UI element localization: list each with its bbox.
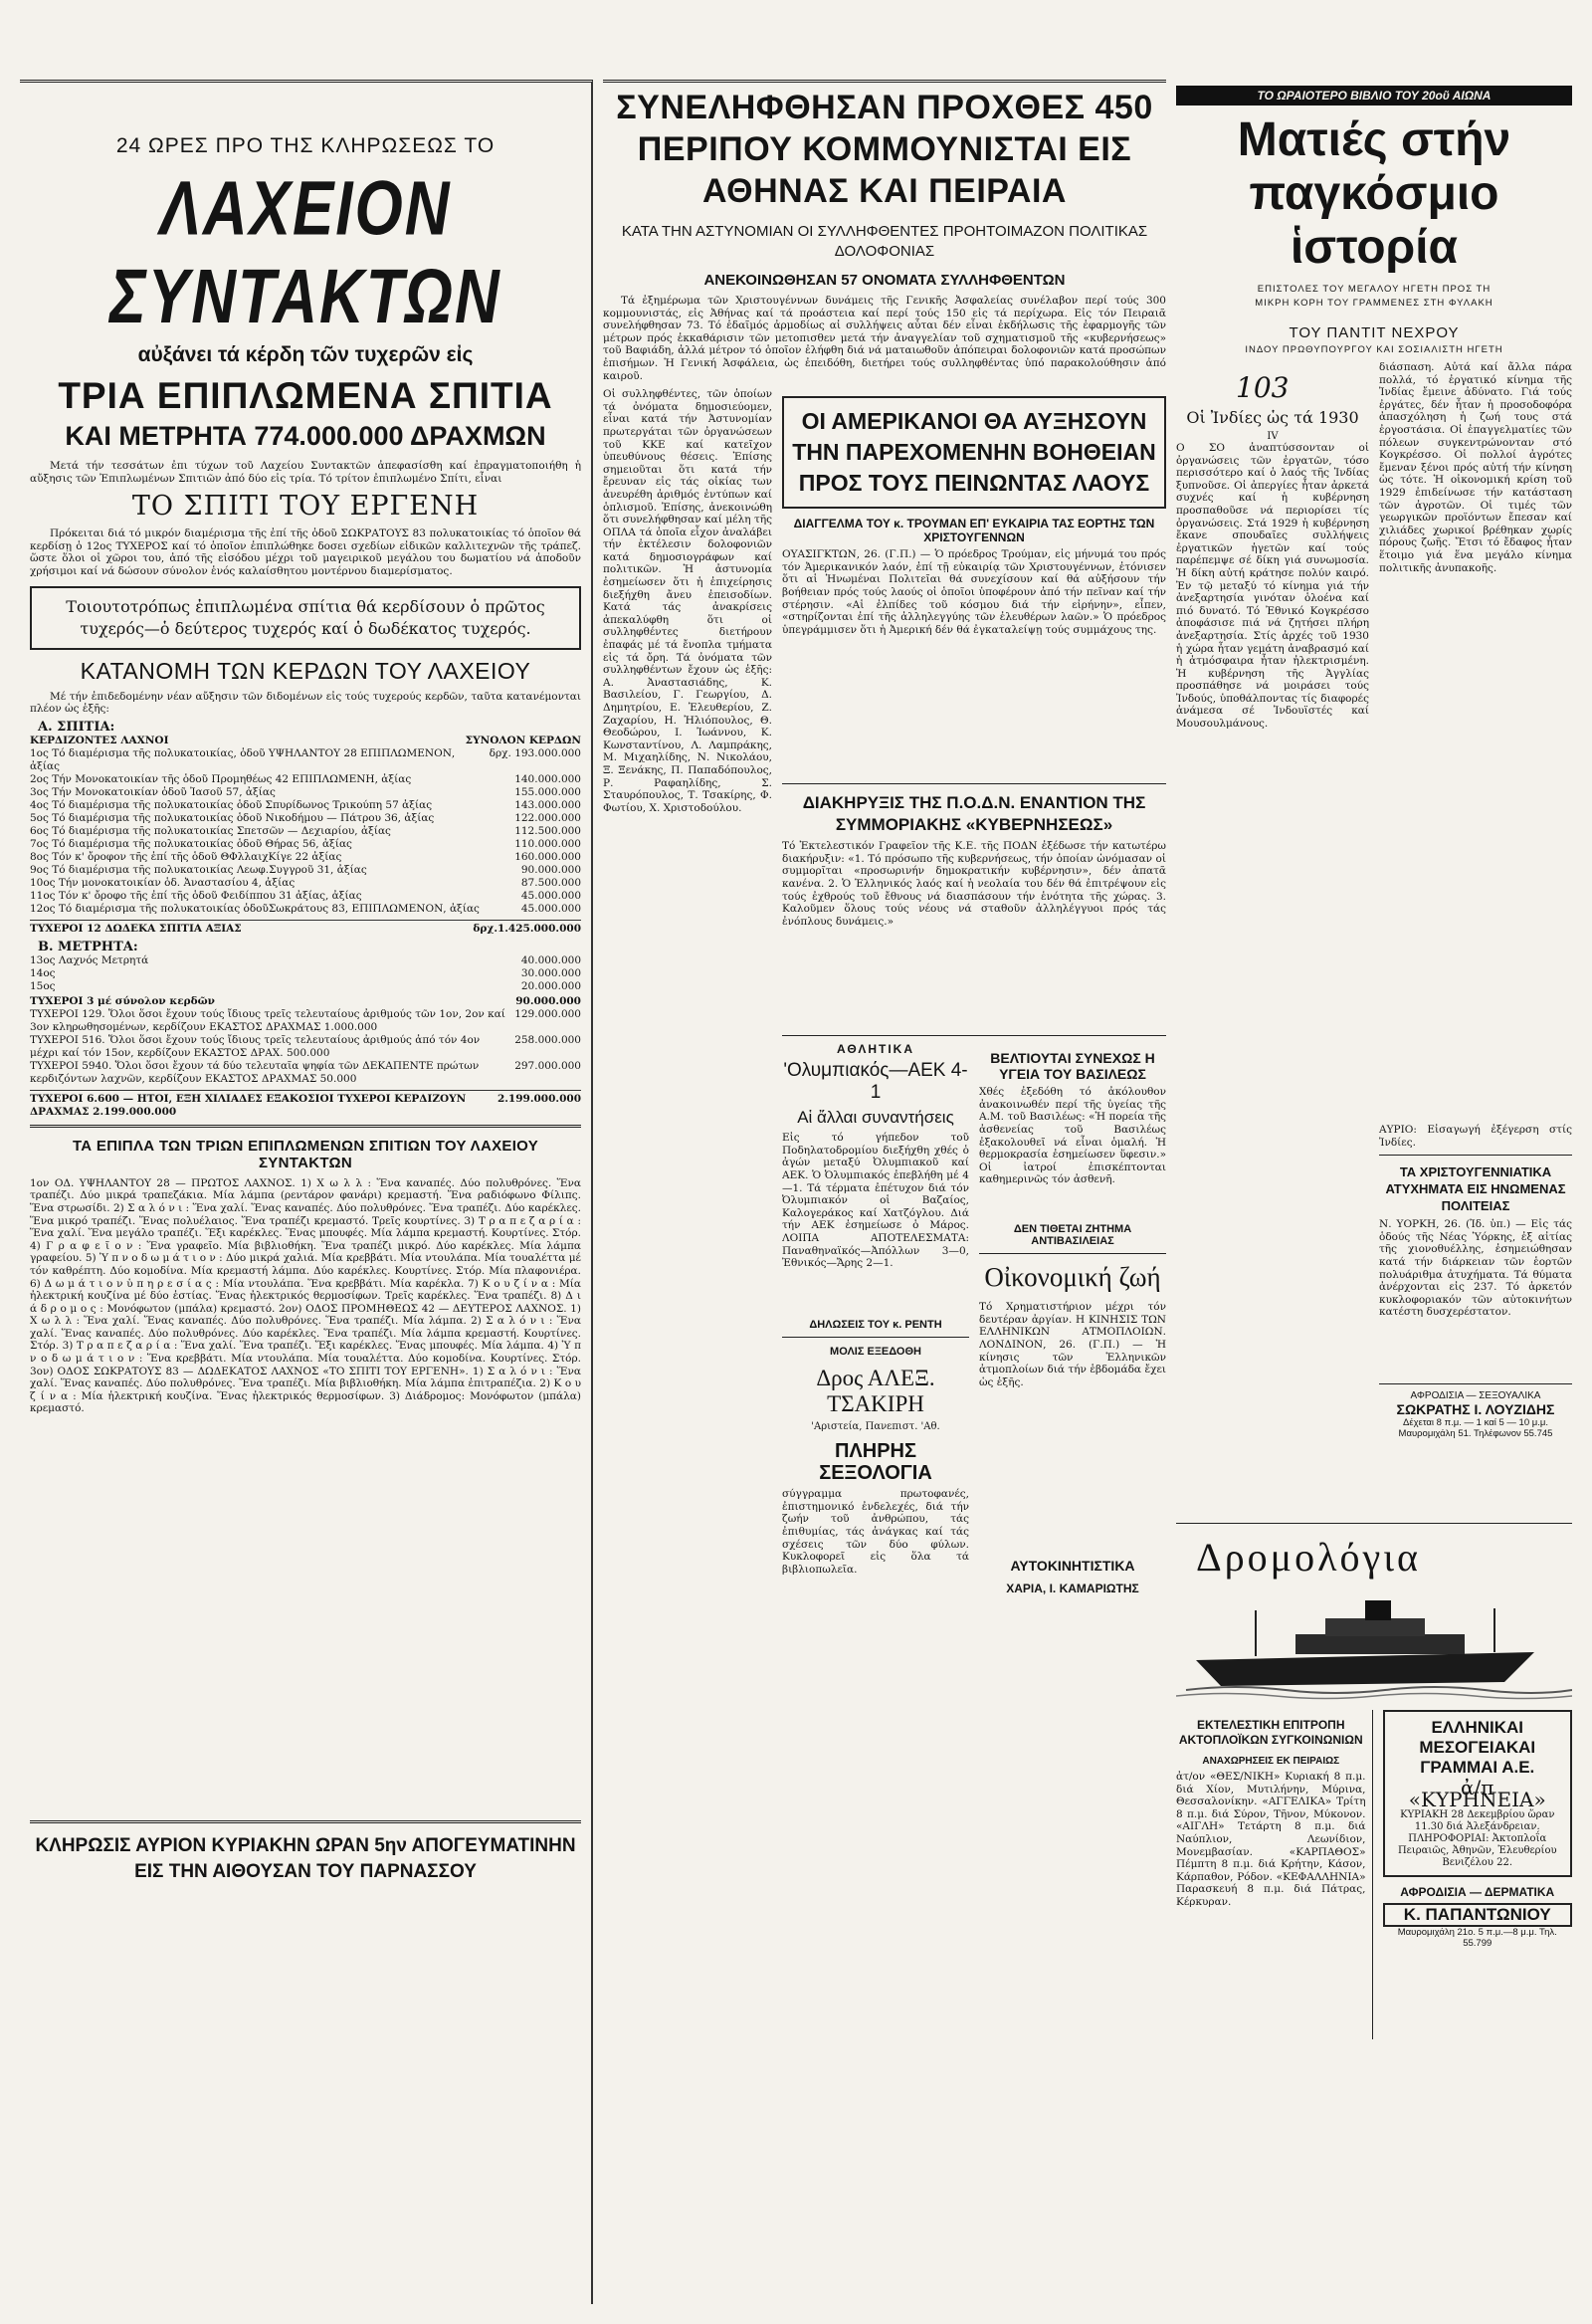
- communists-names-text: Οἱ συλληφθέντες, τῶν ὁποίων τά ὀνόματα δημοσιεύομεν, εἶναι κατά τήν Ἀστυνομίαν πρωτεργάται τῶν ὀργανώσεων τοῦ ΚΚΕ καί κατεῖχον ὑπευθύνους θέσεις. Ἐπίσης σημειοῦται ὅτι κατά τήν ἔρευναν εἰς τάς οἰκίας των ἀνευρέθη ἀριθμός ἐντύπων καί ὁπλισμοῦ. Ἐπίσης, ἀνεκοινώθη ὅτι συνελήφθησαν καί μέλη τῆς ΟΠΛΑ τά ὁποῖα εἶχον ἀναλάβει τήν ἐκτέλεσιν δολοφονιῶν κατά δημοσιογράφων καί πολιτικῶν. Ἡ ἀστυνομία ἐσημείωσεν ὅτι ἡ ἐπιχείρησις διεξήχθη ἄνευ ἐπεισοδίων. Κατά τάς ἀνακρίσεις ἀπεκαλύφθη ὅτι οἱ συλληφθέντες διετήρουν ἐπαφάς μέ τά ἔνοπλα τμήματα εἰς τά ὄρη. Τά ὀνόματα τῶν συλληφθέντων ἔχουν ὡς ἑξῆς: Α. Ἀναστασιάδης, Κ. Βασιλείου, Γ. Γεωργίου, Δ. Δημητρίου, Ε. Ἐλευθερίου, Ζ. Ζαχαρίου, Η. Ἠλιόπουλος, Θ. Θεοδώρου, Ι. Ἰωάννου, Κ. Κωνσταντίνου, Λ. Λαμπράκης, Μ. Μιχαηλίδης, Ν. Νικολάου, Ξ. Ξενάκης, Π. Παπαδόπουλος, Ρ. Ραφαηλίδης, Σ. Σταυρόπουλος, Τ. Τσακίρης, Φ. Φωτίου, Χ. Χριστοδούλου.: [603, 388, 772, 814]
- prize-row: [30, 825, 581, 838]
- podn-declaration-headline: ΔΙΑΚΗΡΥΞΙΣ ΤΗΣ Π.Ο.Δ.Ν. ΕΝΑΝΤΙΟΝ ΤΗΣ ΣΥΜΜΟΡΙΑΚΗΣ «ΚΥΒΕΡΝΗΣΕΩΣ»: [802, 793, 1146, 835]
- papantoniou-ad-name: Κ. ΠΑΠΑΝΤΩΝΙΟΥ: [1383, 1903, 1573, 1927]
- prize-row-label: 7ος Τό διαμέρισμα τῆς πολυκατοικίας ὁδοῦ Θήρας 56, ἀξίας: [30, 837, 352, 850]
- sexology-book-text: σύγγραμμα πρωτοφανές, ἐπιστημονικό ἐνδελεχές, διά τήν ζωήν τοῦ ἀνθρώπου, τάς ἐπιθυμίας, τάς ἀνάγκας καί τάς σχέσεις τῶν δύο φύλων. Κυκλοφορεῖ εἰς ὅλα τά βιβλιοπωλεῖα.: [782, 1488, 969, 1576]
- section-houses-label: Α. ΣΠΙΤΙΑ:: [38, 719, 115, 735]
- book-meta-line-1: ΕΠΙΣΤΟΛΕΣ ΤΟΥ ΜΕΓΑΛΟΥ ΗΓΕΤΗ ΠΡΟΣ ΤΗ: [1257, 284, 1492, 295]
- book-author: ΤΟΥ ΠΑΝΤΙΤ ΝΕΧΡΟΥ: [1289, 324, 1460, 341]
- group-row: [30, 1008, 581, 1034]
- rentis-statements-headline: ΔΗΛΩΣΕΙΣ ΤΟΥ κ. ΡΕΝΤΗ: [809, 1319, 942, 1332]
- sokratis-ad-name: ΣΩΚΡΑΤΗΣ Ι. ΛΟΥΖΙΔΗΣ: [1396, 1401, 1555, 1418]
- mediterranean-lines-ad: [1383, 1710, 1573, 1877]
- charia-ad: ΧΑΡΙΑ, Ι. ΚΑΜΑΡΙΩΤΗΣ: [1006, 1582, 1139, 1596]
- prize-row-value: 112.500.000: [514, 824, 581, 837]
- prize-row: [30, 773, 581, 786]
- news-column: [603, 80, 1166, 2304]
- prize-row-label: 8ος Τόν κ' ὄροφον τῆς ἐπί τῆς ὁδοῦ ΘΦλλαιχΚίγε 22 ἀξίας: [30, 850, 342, 863]
- houses-total-row: [30, 920, 581, 936]
- sports-section-tag: ΑΘΛΗΤΙΚΑ: [836, 1042, 915, 1057]
- prize-row-label: 2ος Τήν Μονοκατοικίαν τῆς ὁδοῦ Προμηθέως 42 ΕΠΙΠΛΩΜΕΝΗ, ἀξίας: [30, 772, 412, 785]
- tomorrow-note: ΑΥΡΙΟ: Εἰσαγωγή ἐξέγερση στίς Ἰνδίες.: [1379, 1124, 1572, 1149]
- papantoniou-ad-details: Μαυρομιχάλη 21ο. 5 π.μ.—8 μ.μ. Τηλ. 55.799: [1397, 1927, 1557, 1949]
- cash-row: [30, 980, 581, 993]
- coastal-committee-headline: ΕΚΤΕΛΕΣΤΙΚΗ ΕΠΙΤΡΟΠΗ ΑΚΤΟΠΛΟΪΚΩΝ ΣΥΓΚΟΙΝΩΝΙΩΝ: [1178, 1718, 1363, 1747]
- prize-row-label: 12ος Τό διαμέρισμα τῆς πολυκατοικίας ὁδοῦΣωκράτους 83, ΕΠΙΠΛΩΜΕΝΟΝ, ἀξίας: [30, 902, 480, 915]
- grand-total-value: 2.199.000.000: [497, 1092, 581, 1105]
- distribution-intro: Μέ τήν ἐπιδεδομένην νέαν αὔξησιν τῶν διδομένων εἰς τούς τυχερούς κερδῶν, ταῦτα κατανέμονται πλέον ὡς ἑξῆς:: [30, 690, 581, 716]
- xmas-accidents-text: Ν. ΥΟΡΚΗ, 26. (Ἰδ. ὑπ.) — Εἰς τάς ὁδούς τῆς Νέας Ὑόρκης, ἐξ αἰτίας τῆς χιονοθυέλλης, ἐσημειώθησαν κατά τήν διάρκειαν τῶν ἑορτῶν πολυάριθμα ἀτυχήματα. Τά θύματα ἀνέρχονται εἰς 237. Τό ἀρκετόν κυκλοφοριακόν τῶν αὐτοκινήτων κατέστη δυσχερέστατον.: [1379, 1218, 1572, 1319]
- prize-row: [30, 877, 581, 890]
- houses-total-label: ΤΥΧΕΡΟΙ 12 ΔΩΔΕΚΑ ΣΠΙΤΙΑ ΑΞΙΑΣ: [30, 922, 242, 935]
- group-row: [30, 1060, 581, 1086]
- group-list: [30, 1008, 581, 1086]
- mediterranean-lines-title: ΕΛΛΗΝΙΚΑΙ ΜΕΣΟΓΕΙΑΚΑΙ ΓΡΑΜΜΑΙ Α.Ε.: [1419, 1718, 1536, 1777]
- lottery-increases-line: αὐξάνει τά κέρδη τῶν τυχερῶν εἰς: [137, 343, 474, 366]
- just-published-label: ΜΟΛΙΣ ΕΞΕΔΟΘΗ: [830, 1346, 921, 1359]
- chapter-title: Οἱ Ἰνδίες ὡς τά 1930: [1186, 408, 1359, 427]
- americans-aid-headline: ΟΙ ΑΜΕΡΙΚΑΝΟΙ ΘΑ ΑΥΞΗΣΟΥΝ ΤΗΝ ΠΑΡΕΧΟΜΕΝΗΝ ΒΟΗΘΕΙΑΝ ΠΡΟΣ ΤΟΥΣ ΠΕΙΝΩΝΤΑΣ ΛΑΟΥΣ: [782, 396, 1166, 509]
- grand-total-label: ΤΥΧΕΡΟΙ 6.600 — ΗΤΟΙ, ΕΞΗ ΧΙΛΙΑΔΕΣ ΕΞΑΚΟΣΙΟΙ ΤΥΧΕΡΟΙ ΚΕΡΔΙΖΟΥΝ ΔΡΑΧΜΑΣ 2.199.000.000: [30, 1092, 467, 1118]
- lottery-column: [20, 80, 593, 2304]
- prize-row: [30, 903, 581, 916]
- prize-row: [30, 851, 581, 864]
- houses-total-value: δρχ.1.425.000.000: [473, 922, 581, 935]
- cash-row-value: 20.000.000: [520, 979, 581, 992]
- cash-row: [30, 954, 581, 967]
- sokratis-ad-details: Δέχεται 8 π.μ. — 1 καί 5 — 10 μ.μ. Μαυρομιχάλη 51. Τηλέφωνον 55.745: [1398, 1417, 1553, 1440]
- lottery-hours-headline: 24 ΩΡΕΣ ΠΡΟ ΤΗΣ ΚΛΗΡΩΣΕΩΣ ΤΟ: [115, 134, 496, 157]
- chapter-number: IV: [1267, 431, 1279, 442]
- book-title-line-1: Ματιές στήν: [1237, 113, 1511, 166]
- prize-row-value: δρχ. 193.000.000: [489, 746, 581, 759]
- group-row: [30, 1034, 581, 1060]
- cash-row-value: 30.000.000: [520, 966, 581, 979]
- prize-row-value: 140.000.000: [514, 772, 581, 785]
- group-row-label: ΤΥΧΕΡΟΙ 516. Ὅλοι ὅσοι ἔχουν τούς ἴδιους τρεῖς τελευταίους ἀριθμούς ἀπό τόν 4ον μέχρι καί τόν 15ον, κερδίζουν ΕΚΑΣΤΟΣ ΔΡΑΧ. 500.000: [30, 1033, 481, 1059]
- cash-row: [30, 967, 581, 980]
- cash-total-row: [30, 995, 581, 1008]
- prize-row-label: 9ος Τό διαμέρισμα τῆς πολυκατοικίας Λεωφ.Συγγροῦ 31, ἀξίας: [30, 863, 367, 876]
- history-column: [1176, 80, 1572, 2304]
- dr-tsakiris-sub: 'Αριστεία, Πανεπιστ. 'Αθ.: [811, 1421, 940, 1433]
- prize-header-left: ΚΕΡΔΙΖΟΝΤΕΣ ΛΑΧΝΟΙ: [30, 734, 169, 746]
- economic-life-headline: Οἰκονομική ζωή: [984, 1262, 1161, 1293]
- xmas-accidents-headline: ΤΑ ΧΡΙΣΤΟΥΓΕΝΝΙΑΤΙΚΑ ΑΤΥΧΗΜΑΤΑ ΕΙΣ ΗΝΩΜΕΝΑΣ ΠΟΛΙΤΕΙΑΣ: [1385, 1164, 1566, 1214]
- furniture-text: 1ον ΟΔ. ΥΨΗΛΑΝΤΟΥ 28 — ΠΡΩΤΟΣ ΛΑΧΝΟΣ. 1) Χ ω λ λ : Ἕνα καναπές. Δύο πολυθρόνες. Ἕνα τραπέζι. Δύο μικρά τραπεζάκια. Μία λάμπα (ρεντάρον φανάρι) κρεμαστή. Ἕνα ραδιόφωνο Φίλιπς. Ἕνα στρωσίδι. 2) Σ α λ ό ν ι : Ἕνα χαλί. Ἕνας καναπές. Δύο πολυθρόνες. Ἕνα τραπέζι. Δύο καρέκλες. Ἕνα μικρό τραπέζι. Ἕνας πολυέλαιος. Ἕνα τραπέζι κρεμαστό. Τρεῖς κουρτίνες. 3) Τ ρ α π ε ζ α ρ ί α : Ἕνα χαλί. Ἕνα μεγάλο τραπέζι. Ἕξι καρέκλες. Ἕνας μπουφές. Μία λάμπα κρεμαστή. Κουρτίνες. Στόρ. 4) Γ ρ α φ ε ῖ ο ν : Ἕνα γραφεῖο. Μία βιβλιοθήκη. Ἕνα τραπέζι μικρό. Δύο καρέκλες. Μία λάμπα γραφείου. 5) Ὑ π ν ο δ ω μ ά τ ι ο ν : Δύο μικρά χαλιά. Μία κρεββάτι. Μία ντουλάπα. Μία τουαλέττα μέ τόν καθρέπτη. Δύο κομοδίνα. Μία κρεμαστή λάμπα. Δύο καρέκλες. Κουρτίνες. Στόρ. Μία πλαφονιέρα. 6) Δ ω μ ά τ ι ο ν ὑ π η ρ ε σ ί α ς : Μία ντουλάπα. Ἕνα κρεββάτι. Μία καρέκλα. 7) Κ ο υ ζ ί ν α : Μία ἠλεκτρική κουζίνα μέ δύο ἑστίας. Ἕνας ἠλεκτρικός θερμοσίφων. Τρεῖς καρέκλες. Ἕνα τραπέζι. 8) Δ ι ά δ ρ ο μ ο ς : Μονόφωτον (μπάλα) κρεμαστό. 2ον) ΟΔΟΣ ΠΡΟΜΗΘΕΩΣ 42 — ΔΕΥΤΕΡΟΣ ΛΑΧΝΟΣ. 1) Χ ω λ λ : Ἕνα χαλί. Ἕνας καναπές. Δύο πολυθρόνες. Ἕνα τραπέζι. Μία λάμπα. 2) Σ α λ ό ν ι : Ἕνα χαλί. Ἕνας καναπές. Δύο πολυθρόνες. Δύο καρέκλες. Ἕνα τραπέζι. Μία λάμπα κρεμαστή. Κουρτίνες. Στόρ. 3) Τ ρ α π ε ζ α ρ ί α : Ἕνα χαλί. Ἕνα τραπέζι. Ἕξι καρέκλες. Ἕνας μπουφές. Μία λάμπα. 4) Ὑ π ν ο δ ω μ ά τ ι ο ν : Ἕνα κρεββάτι. Μία ντουλάπα. Μία τουαλέττα. Δύο κομοδίνα. Κουρτίνες. Στόρ. 3ον) ΟΔΟΣ ΣΩΚΡΑΤΟΥΣ 83 — ΔΩΔΕΚΑΤΟΣ ΛΑΧΝΟΣ «ΤΟ ΣΠΙΤΙ ΤΟΥ ΕΡΓΕΝΗ». 1) Σ α λ ό ν ι : Ἕνα χαλί. Ἕνας καναπές. Δύο πολυθρόνες. Ἕνα τραπέζι. Μία βιβλιοθήκη. Μία λάμπα ἐπιτραπέζια. 2) Κ ο υ ζ ί ν α : Μία ἠλεκτρική κουζίνα. Ἕνας ἠλεκτρικός θερμοσίφων. 3) Διάδρομος: Μονόφωτον (μπάλα) κρεμαστό.: [30, 1176, 581, 1415]
- furniture-headline: ΤΑ ΕΠΙΠΛΑ ΤΩΝ ΤΡΙΩΝ ΕΠΙΠΛΩΜΕΝΩΝ ΣΠΙΤΙΩΝ ΤΟΥ ΛΑΧΕΙΟΥ ΣΥΝΤΑΚΤΩΝ: [72, 1137, 539, 1171]
- cash-row-label: 14ος: [30, 966, 56, 979]
- prize-header-right: ΣΥΝΟΛΟΝ ΚΕΡΔΩΝ: [465, 734, 581, 746]
- draw-announcement-headline: ΚΛΗΡΩΣΙΣ ΑΥΡΙΟΝ ΚΥΡΙΑΚΗΝ ΩΡΑΝ 5ην ΑΠΟΓΕΥΜΑΤΙΝΗΝ ΕΙΣ ΤΗΝ ΑΙΘΟΥΣΑΝ ΤΟΥ ΠΑΡΝΑΣΣΟΥ: [35, 1834, 576, 1882]
- group-row-label: ΤΥΧΕΡΟΙ 5940. Ὅλοι ὅσοι ἔχουν τά δύο τελευταῖα ψηφία τῶν ΔΕΚΑΠΕΝΤΕ πρώτων κερδιζόντων λαχνῶν, κερδίζουν ΕΚΑΣΤΟΣ ΔΡΑΧΜΑΣ 50.000: [30, 1059, 480, 1085]
- truman-message-subhead: ΔΙΑΓΓΕΛΜΑ ΤΟΥ κ. ΤΡΟΥΜΑΝ ΕΠ' ΕΥΚΑΙΡΙΑ ΤΑΣ ΕΟΡΤΗΣ ΤΩΝ ΧΡΙΣΤΟΥΓΕΝΝΩΝ: [793, 517, 1155, 545]
- prize-row-value: 45.000.000: [520, 889, 581, 902]
- communists-lead-text: Τά ἐξημέρωμα τῶν Χριστουγέννων δυνάμεις τῆς Γενικῆς Ἀσφαλείας συνέλαβον περί τούς 300 κομμουνιστάς, εἰς Ἀθήνας καί τά προάστεια καί περί τούς 150 εἰς τά περίχωρα. Εἰς τόν Πειραιᾶ συνελήφθησαν 73. Τό ἐδαῖμός ἀρμοδίως αἱ συλλήψεις αὗται δέν εἶναι ἐκδήλωσις τῆς ἐφαρμογῆς τῶν μέτρων πρός ἐκκαθάρισιν τῶν μετοπισθεν μετά τήν ἀναγγελίαν τοῦ σχηματισμοῦ τῆς «κυβερνήσεως» τοῦ Βαφιάδη, ἀλλά μέτρον τό ὁποῖον ἐλήφθη διά νά ματαιωθοῦν ἀπόπειραι δολοφονιῶν κατά προσώπων ἐπισήμων. Ἡ Γενική Ἀσφάλεια, ὡς ἐπειδόθη, διετήρει τούς συλληφθέντας ὑπό παρακολούθησιν ἀπό καιροῦ.: [603, 295, 1166, 382]
- prize-row: [30, 838, 581, 851]
- prize-table-header: [30, 735, 581, 747]
- ship-illustration: [1176, 1590, 1572, 1700]
- book-title-line-3: ἱστορία: [1290, 221, 1459, 274]
- podn-declaration-text: Τό Ἐκτελεστικόν Γραφεῖον τῆς Κ.Ε. τῆς ΠΟΔΝ ἐξέδωσε τήν κατωτέρω διακήρυξιν: «1. Τό πρόσωπο τῆς κυβερνήσεως, τήν ὁποίαν ὠνόμασαν οἱ συμμορῖται «προσωρινήν δημοκρατικήν κυβέρνησιν», δέν ἀπατᾶ κανένα. 2. Ὁ Ἑλληνικός λαός καί ἡ νεολαία του δέν θά ἐπιτρέψουν εἰς τούς ἐχθρούς τοῦ ἔθνους νά διασπάσουν τήν ἑνότητα τῆς χώρας. 3. Καλοῦμεν ὅλους τούς νέους νά σταθοῦν ἀλληλέγγυοι πρός τάς ἐνόπλους δυνάμεις.»: [782, 840, 1166, 928]
- bachelor-house-text: Πρόκειται διά τό μικρόν διαμέρισμα τῆς ἐπί τῆς ὁδοῦ ΣΩΚΡΑΤΟΥΣ 83 πολυκατοικίας τό ὁποῖον θά κερδίσῃ ὁ 12ος ΤΥΧΕΡΟΣ καί τό ὁποῖον ἐπιπλώθηκε δοσει σχεδίων εἰδικῶν καλλιτεχνῶν τῆς τράπεζ. ὥστε ὅλοι οἱ χῶροι του, ἀπό τῆς εἰσόδου μέχρι τοῦ μαγειρικοῦ μεγάλου του δωματίου νά ἀποδοῦν χρήσιμοι καί νά δώσουν σύνολον ἑνός καλαίσθητου μοντέρνου διαμερίσματος.: [30, 528, 581, 577]
- prize-row-value: 90.000.000: [520, 863, 581, 876]
- grand-total-row: [30, 1090, 581, 1119]
- communists-arrest-headline: ΣΥΝΕΛΗΦΘΗΣΑΝ ΠΡΟΧΘΕΣ 450 ΠΕΡΙΠΟΥ ΚΟΜΜΟΥΝΙΣΤΑΙ ΕΙΣ ΑΘΗΝΑΣ ΚΑΙ ΠΕΙΡΑΙΑ: [603, 80, 1166, 212]
- departures-text: ἀτ/ον «ΘΕΣ/ΝΙΚΗ» Κυριακή 8 π.μ. διά Χίον, Μυτιλήνην, Μύρινα, Θεσσαλονίκην. «ΑΓΓΕΛΙΚΑ» Τρίτη 8 π.μ. διά Σύρον, Τῆνον, Μύκονον. «ΑΙΓΛΗ» Τετάρτη 8 π.μ. διά Ναύπλιον, Λεωνίδιον, Μονεμβασίαν. «ΚΑΡΠΑΘΟΣ» Πέμπτη 8 π.μ. διά Κρήτην, Κάσον, Κάρπαθον, Ρόδον. «ΚΕΦΑΛΛΗΝΙΑ» Παρασκευή 8 π.μ. διά Πάτρας, Κέρκυραν.: [1176, 1771, 1366, 1908]
- history-left-text: Ο ΣΟ ἀναπτύσσονταν οἱ ὀργανώσεις τῶν ἐργατῶν, τόσο περισσότερο καί ὁ λαός τῆς Ἰνδίας ξυπνοῦσε. Οἱ ἀπεργίες ἦταν ἀρκετά συχνές καί ἡ κυβέρνηση προσπαθοῦσε νά περιορίσει τίς ὀργανώσεις. Στά 1929 ἡ κυβέρνηση ἔκανε σπουδαῖες συλλήψεις ἐργατικῶν ἡγετῶν καί τούς παρέπεμψε σέ δίκη γιά συνωμοσία. Ἡ δίκη αὐτή κράτησε πολύν καιρό. Ἐν τῷ μεταξύ τό κίνημα γιά τήν ἀνεξαρτησία γινόταν ὁλοένα καί πιό δυνατό. Τό Ἐθνικό Κογκρέσσο ἀποφάσισε πιά νά ζητήσει πλήρη ἀνεξαρτησία. Στίς ἀρχές τοῦ 1930 ἡ χώρα ἦταν γεμάτη ἀναβρασμό καί ἡ ἀτμόσφαιρα ἦταν ἠλεκτρισμένη. Ἡ κυβέρνηση τῆς Ἀγγλίας προσπάθησε νά μοιράσει τούς Ἰνδούς, ὑποθάλποντας τίς διαφορές ἀνάμεσα σέ Ἰνδουϊστές καί Μουσουλμάνους.: [1176, 442, 1369, 731]
- prize-row: [30, 747, 581, 773]
- prize-row-label: 6ος Τό διαμέρισμα τῆς πολυκατοικίας Σπετσῶν — Δεχιαρίου, ἀξίας: [30, 824, 391, 837]
- venereal-ad-tag: ΑΦΡΟΔΙΣΙΑ — ΔΕΡΜΑΤΙΚΑ: [1400, 1885, 1555, 1899]
- prize-row-label: 4ος Τό διαμέρισμα τῆς πολυκατοικίας ὁδοῦ Σπυρίδωνος Τρικούπη 57 ἀξίας: [30, 798, 433, 811]
- book-meta-line-2: ΜΙΚΡΗ ΚΟΡΗ ΤΟΥ ΓΡΑΜΜΕΝΕΣ ΣΤΗ ΦΥΛΑΚΗ: [1255, 298, 1493, 309]
- dr-tsakiris-name: Δρος ΑΛΕΞ. ΤΣΑΚΙΡΗ: [816, 1366, 935, 1417]
- truman-message-text: ΟΥΑΣΙΓΚΤΩΝ, 26. (Γ.Π.) — Ὁ πρόεδρος Τρούμαν, εἰς μήνυμά του πρός τόν Ἀμερικανικόν λαόν, ἐπί τῇ εὐκαιρίᾳ τῶν Χριστουγέννων, ἐτόνισεν ὅτι αἱ Ἡνωμέναι Πολιτεῖαι θά συνεχίσουν καί θά αὐξήσουν τήν βοήθειαν πρός τούς λαούς οἱ ὁποῖοι ὑποφέρουν ἀπό τήν πεῖναν καί τήν στέρησιν. «Αἱ ἐλπίδες τοῦ κόσμου διά τήν εἰρήνην», εἶπεν, «στηρίζονται ἐπί τῆς ἀλληλεγγύης τῶν ἐλευθέρων λαῶν.» Ὁ πρόεδρος ὑπεγράμμισεν ὅτι ἡ Ἀμερική δέν θά ἐγκαταλείψῃ τούς συμμάχους της.: [782, 548, 1166, 636]
- prize-row: [30, 864, 581, 877]
- schedules-headline: Δρομολόγια: [1196, 1535, 1421, 1580]
- communists-arrest-subhead: ΚΑΤΑ ΤΗΝ ΑΣΤΥΝΟΜΙΑΝ ΟΙ ΣΥΛΛΗΦΘΕΝΤΕΣ ΠΡΟΗΤΟΙΜΑΖΟΝ ΠΟΛΙΤΙΚΑΣ ΔΟΛΟΦΟΝΙΑΣ: [621, 223, 1148, 260]
- prize-row-value: 143.000.000: [514, 798, 581, 811]
- other-matches-subhead: Αἱ ἄλλαι συναντήσεις: [797, 1108, 954, 1128]
- prize-list: [30, 747, 581, 916]
- automobiles-headline: ΑΥΤΟΚΙΝΗΤΙΣΤΙΚΑ: [1010, 1558, 1135, 1575]
- prize-row-label: 10ος Τήν μονοκατοικίαν ὁδ. Ἀναστασίου 4, ἀξίας: [30, 876, 296, 889]
- cash-row-label: 15ος: [30, 979, 56, 992]
- prize-row: [30, 786, 581, 799]
- lottery-intro-text: Μετά τήν τεσσάτων ἐπι τύχων τοῦ Λαχείου Συντακτῶν ἀπεφασίσθη καί ἐπραγματοποιήθη ἡ αὔξησις τῶν Ἐπιπλωμένων Σπιτιῶν ἀπό δύο εἰς τρία. Τό τρίτον ἐπιπλωμένο Σπίτι, εἶναι: [30, 460, 581, 485]
- olympiakos-aek-headline: 'Ολυμπιακός—ΑΕΚ 4-1: [783, 1060, 968, 1104]
- prize-row-value: 122.000.000: [514, 811, 581, 824]
- prize-row-value: 45.000.000: [520, 902, 581, 915]
- prize-row-value: 160.000.000: [514, 850, 581, 863]
- group-row-value: 258.000.000: [514, 1033, 581, 1046]
- cash-row-label: 13ος Λαχνός Μετρητά: [30, 953, 149, 966]
- prize-row-label: 3ος Τήν Μονοκατοικίαν ὁδοῦ Ἰασοῦ 57, ἀξίας: [30, 785, 276, 798]
- economic-life-text: Τό Χρηματιστήριον μέχρι τόν δευτέραν ἀργίαν. Η ΚΙΝΗΣΙΣ ΤΩΝ ΕΛΛΗΝΙΚΩΝ ΑΤΜΟΠΛΟΙΩΝ. ΛΟΝΔΙΝΟΝ, 26. (Γ.Π.) — Ἡ κίνησις τῶν Ἑλληνικῶν ἀτμοπλοίων διά τήν ἑβδομάδα ἔχει ὡς ἑξῆς.: [979, 1301, 1166, 1388]
- prize-row-value: 87.500.000: [520, 876, 581, 889]
- three-houses-headline: ΤΡΙΑ ΕΠΙΠΛΩΜΕΝΑ ΣΠΙΤΙΑ: [58, 375, 553, 416]
- prize-row-value: 110.000.000: [514, 837, 581, 850]
- installment-number: 103: [1236, 371, 1290, 404]
- communists-names-subhead: ΑΝΕΚΟΙΝΩΘΗΣΑΝ 57 ΟΝΟΜΑΤΑ ΣΥΛΛΗΦΘΕΝΤΩΝ: [703, 272, 1066, 289]
- no-regency-headline: ΔΕΝ ΤΙΘΕΤΑΙ ΖΗΤΗΜΑ ΑΝΤΙΒΑΣΙΛΕΙΑΣ: [1013, 1223, 1132, 1248]
- prize-row: [30, 799, 581, 812]
- cash-row-value: 40.000.000: [520, 953, 581, 966]
- prize-row: [30, 812, 581, 825]
- sports-text: Εἰς τό γήπεδον τοῦ Ποδηλατοδρομίου διεξήχθη χθές ὁ ἀγών μεταξύ Ὀλυμπιακοῦ καί ΑΕΚ. Ὁ Ὀλυμπιακός ἐπεβλήθη μέ 4—1. Τά τέρματα ἐπέτυχον διά τόν Ὀλυμπιακόν οἱ Βαζαίος, Καλογεράκος καί Χατζόγλου. Διά τήν ΑΕΚ ἐσημείωσε ὁ Μάρος. ΛΟΙΠΑ ΑΠΟΤΕΛΕΣΜΑΤΑ: Παναθηναϊκός—Ἀπόλλων 3—0, Ἐθνικός—Ἄρης 2—1.: [782, 1132, 969, 1270]
- prize-row-value: 155.000.000: [514, 785, 581, 798]
- cash-list: [30, 954, 581, 993]
- aphrodisia-ad-tag: ΑΦΡΟΔΙΣΙΑ — ΣΕΞΟΥΑΛΙΚΑ: [1410, 1390, 1541, 1402]
- distribution-headline: ΚΑΤΑΝΟΜΗ ΤΩΝ ΚΕΡΔΩΝ ΤΟΥ ΛΑΧΕΙΟΥ: [80, 657, 531, 684]
- bachelor-house-headline: ΤΟ ΣΠΙΤΙ ΤΟΥ ΕΡΓΕΝΗ: [131, 491, 480, 523]
- book-author-sub: ΙΝΔΟΥ ΠΡΩΘΥΠΟΥΡΓΟΥ ΚΑΙ ΣΟΣΙΑΛΙΣΤΗ ΗΓΕΤΗ: [1245, 344, 1503, 355]
- prize-row-label: 5ος Τό διαμέρισμα τῆς πολυκατοικίας ὁδοῦ Νικοδήμου — Πάτρου 36, ἀξίας: [30, 811, 435, 824]
- departures-label: ΑΝΑΧΩΡΗΣΕΙΣ ΕΚ ΠΕΙΡΑΙΩΣ: [1202, 1756, 1340, 1767]
- best-book-tag: ΤΟ ΩΡΑΙΟΤΕΡΟ ΒΙΒΛΙΟ ΤΟΥ 20οῦ ΑΙΩΝΑ: [1176, 86, 1572, 106]
- group-row-value: 297.000.000: [514, 1059, 581, 1072]
- kyrenia-ship-name: ἀ/π «ΚΥΡΗΝΕΙΑ»: [1408, 1776, 1546, 1811]
- winners-box: Τοιουτοτρόπως ἐπιπλωμένα σπίτια θά κερδίσουν ὁ πρῶτος τυχερός—ὁ δεύτερος τυχερός καί ὁ δωδέκατος τυχερός.: [30, 586, 581, 650]
- prize-row-label: 1ος Τό διαμέρισμα τῆς πολυκατοικίας, ὁδοῦ ΥΨΗΛΑΝΤΟΥ 28 ΕΠΙΠΛΩΜΕΝΟΝ, ἀξίας: [30, 746, 456, 772]
- group-row-label: ΤΥΧΕΡΟΙ 129. Ὅλοι ὅσοι ἔχουν τούς ἴδιους τρεῖς τελευταίους ἀριθμούς τῶν 1ον, 2ον καί 3ον κληρωθησομένων, κερδίζουν ΕΚΑΣΤΟΣ ΔΡΑΧΜΑΣ 1.000.000: [30, 1007, 505, 1033]
- prize-row: [30, 890, 581, 903]
- cash-total-label: ΤΥΧΕΡΟΙ 3 μέ σύνολον κερδῶν: [30, 994, 215, 1007]
- section-cash-label: Β. ΜΕΤΡΗΤΑ:: [38, 939, 138, 954]
- prize-row-label: 11ος Τόν κ' ὄροφο τῆς ἐπί τῆς ὁδοῦ Φειδίππου 31 ἀξίας, ἀξίας: [30, 889, 362, 902]
- king-health-text: Χθές ἐξεδόθη τό ἀκόλουθον ἀνακοινωθέν περί τῆς ὑγείας τῆς Α.Μ. τοῦ Βασιλέως: «Ἡ πορεία τῆς ἀσθενείας τοῦ Βασιλέως ἐξακολουθεῖ νά εἶναι ὁμαλή. Ἡ θερμοκρασία ἐσημείωσεν ὕφεσιν.» Οἱ ἰατροί ἐπισκέπτονται καθημερινῶς τόν ἀσθενῆ.: [979, 1086, 1166, 1186]
- book-title-line-2: παγκόσμιο: [1249, 167, 1499, 220]
- cash-total-value: 90.000.000: [515, 994, 581, 1007]
- king-health-headline: ΒΕΛΤΙΟΥΤΑΙ ΣΥΝΕΧΩΣ Η ΥΓΕΙΑ ΤΟΥ ΒΑΣΙΛΕΩΣ: [990, 1050, 1155, 1083]
- history-right-text: διάσπαση. Αὐτά καί ἄλλα πάρα πολλά, τό ἐργατικό κίνημα τῆς Ἰνδίας ἔμεινε ἀδύνατο. Γιά τούς ἐργάτες, δέν ἦταν ἡ προσοδοφόρα ἀπασχόληση ἡ ζωή τους στά ἐργοστάσια. Οἱ ἐπαγγελματίες τῶν πόλεων συγκεντρώνονταν στό Κογκρέσσο. Οἱ πολλοί ἀγρότες ἔμεναν ξένοι πρός αὐτή τήν κίνηση ὡς τότε. Ἡ οἰκονομική κρίση τοῦ 1929 ἐπιδείνωσε τήν κατάσταση τῶν ἀγροτῶν. Οἱ τιμές τῶν γεωργικῶν προϊόντων ἔπεσαν καί χιλιάδες χωρικοί βρέθηκαν χωρίς πόρους ζωῆς. Ἔτσι τό ἔδαφος ἦταν ἕτοιμο γιά ἕνα μεγάλο κίνημα πολιτικῆς ἀνυπακοῆς.: [1379, 361, 1572, 574]
- cash-amount-headline: ΚΑΙ ΜΕΤΡΗΤΑ 774.000.000 ΔΡΑΧΜΩΝ: [65, 421, 546, 451]
- kyrenia-ship-text: ΚΥΡΙΑΚΗ 28 Δεκεμβρίου ὥραν 11.30 διά Ἀλεξάνδρειαν. ΠΛΗΡΟΦΟΡΙΑΙ: Ἀκτοπλοΐα Πειραιῶς, Ἀθηνῶν, Ἐλευθερίου Βενιζέλου 22.: [1397, 1809, 1557, 1868]
- lottery-name-headline: ΛΑΧΕΙΟΝ ΣΥΝΤΑΚΤΩΝ: [109, 165, 501, 340]
- sexology-book-title: ΠΛΗΡΗΣ ΣΕΞΟΛΟΓΙΑ: [819, 1440, 932, 1485]
- group-row-value: 129.000.000: [514, 1007, 581, 1020]
